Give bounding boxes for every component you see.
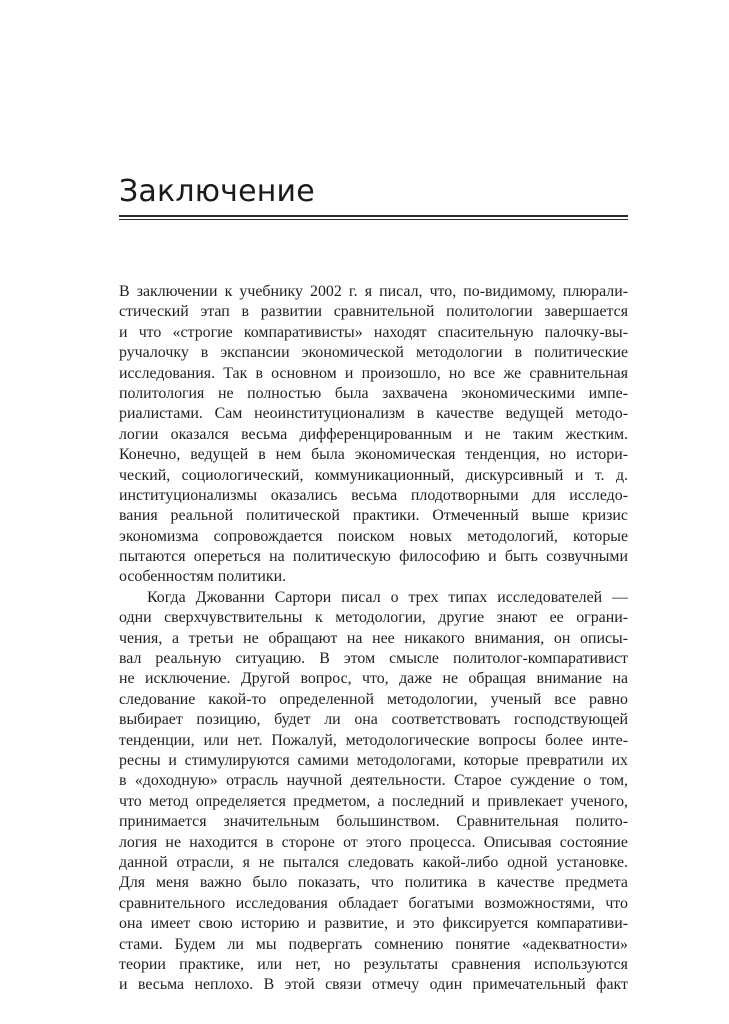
text-line: выбирает позицию, будет ли она соответствовать господствующей — [119, 711, 628, 729]
title-rule-thin — [119, 219, 628, 220]
text-line: чения, а третьи не обращают на нее никакого внимания, он описы- — [119, 629, 628, 647]
text-line: и весьма неплохо. В этой связи отмечу один примечательный факт — [119, 976, 628, 994]
text-line: данной отрасли, я не пытался следовать какой-либо одной установке. — [119, 853, 628, 871]
text-line: что метод определяется предметом, а последний и привлекает ученого, — [119, 792, 628, 810]
text-line: она имеет свою историю и развитие, и это фиксируется компаративи- — [119, 915, 628, 933]
text-line: тенденции, или нет. Пожалуй, методологические вопросы более инте- — [119, 731, 628, 749]
text-line: стический этап в развитии сравнительной политологии завершается — [119, 303, 628, 321]
text-line: Когда Джованни Сартори писал о трех типах исследователей — — [147, 588, 628, 606]
text-line: исследования. Так в основном и произошло, но все же сравнительная — [119, 364, 628, 382]
text-line: Конечно, ведущей в нем была экономическая тенденция, но истори- — [119, 446, 628, 464]
text-line: вал реальную ситуацию. В этом смысле политолог-компаративист — [119, 650, 628, 668]
text-line: логия не находится в стороне от этого процесса. Описывая состояние — [119, 833, 628, 851]
text-line: политология не полностью была захвачена экономическими импе- — [119, 384, 628, 402]
text-line: и что «строгие компаративисты» находят спасительную палочку-вы- — [119, 323, 628, 341]
chapter-title: Заключение — [119, 174, 315, 209]
body-text — [119, 282, 628, 996]
text-line: ческий, социологический, коммуникационный, дискурсивный и т. д. — [119, 466, 628, 484]
text-line: вания реальной политической практики. Отмеченный выше кризис — [119, 507, 628, 525]
text-line: институционализмы оказались весьма плодотворными для исследо- — [119, 486, 628, 504]
text-line: следование какой-то определенной методологии, ученый все равно — [119, 690, 628, 708]
text-line: пытаются опереться на политическую философию и быть созвучными — [119, 548, 628, 566]
text-line: риалистами. Сам неоинституционализм в качестве ведущей методо- — [119, 405, 628, 423]
text-line: не исключение. Другой вопрос, что, даже не обращая внимание на — [119, 670, 628, 688]
text-line: особенностям политики. — [119, 568, 287, 586]
text-line: экономизма сопровождается поиском новых методологий, которые — [119, 527, 628, 545]
text-line: сравнительного исследования обладает богатыми возможностями, что — [119, 894, 628, 912]
title-rule-thick — [119, 215, 628, 217]
text-line: одни сверхчувствительны к методологии, другие знают ее ограни- — [119, 609, 628, 627]
text-line: логии оказался весьма дифференцированным и не таким жестким. — [119, 425, 628, 443]
text-line: стами. Будем ли мы подвергать сомнению понятие «адекватности» — [119, 935, 628, 953]
text-line: Для меня важно было показать, что политика в качестве предмета — [119, 874, 628, 892]
text-line: теории практике, или нет, но результаты сравнения используются — [119, 955, 628, 973]
text-line: ручалочку в экспансии экономической методологии в политические — [119, 344, 628, 362]
text-line: В заключении к учебнику 2002 г. я писал, что, по-видимому, плюрали- — [119, 283, 628, 300]
text-line: ресны и стимулируются самими методологами, которые превратили их — [119, 751, 628, 769]
text-line: в «доходную» отрасль научной деятельности. Старое суждение о том, — [119, 772, 628, 790]
text-line: принимается значительным большинством. Сравнительная полито- — [119, 813, 628, 831]
